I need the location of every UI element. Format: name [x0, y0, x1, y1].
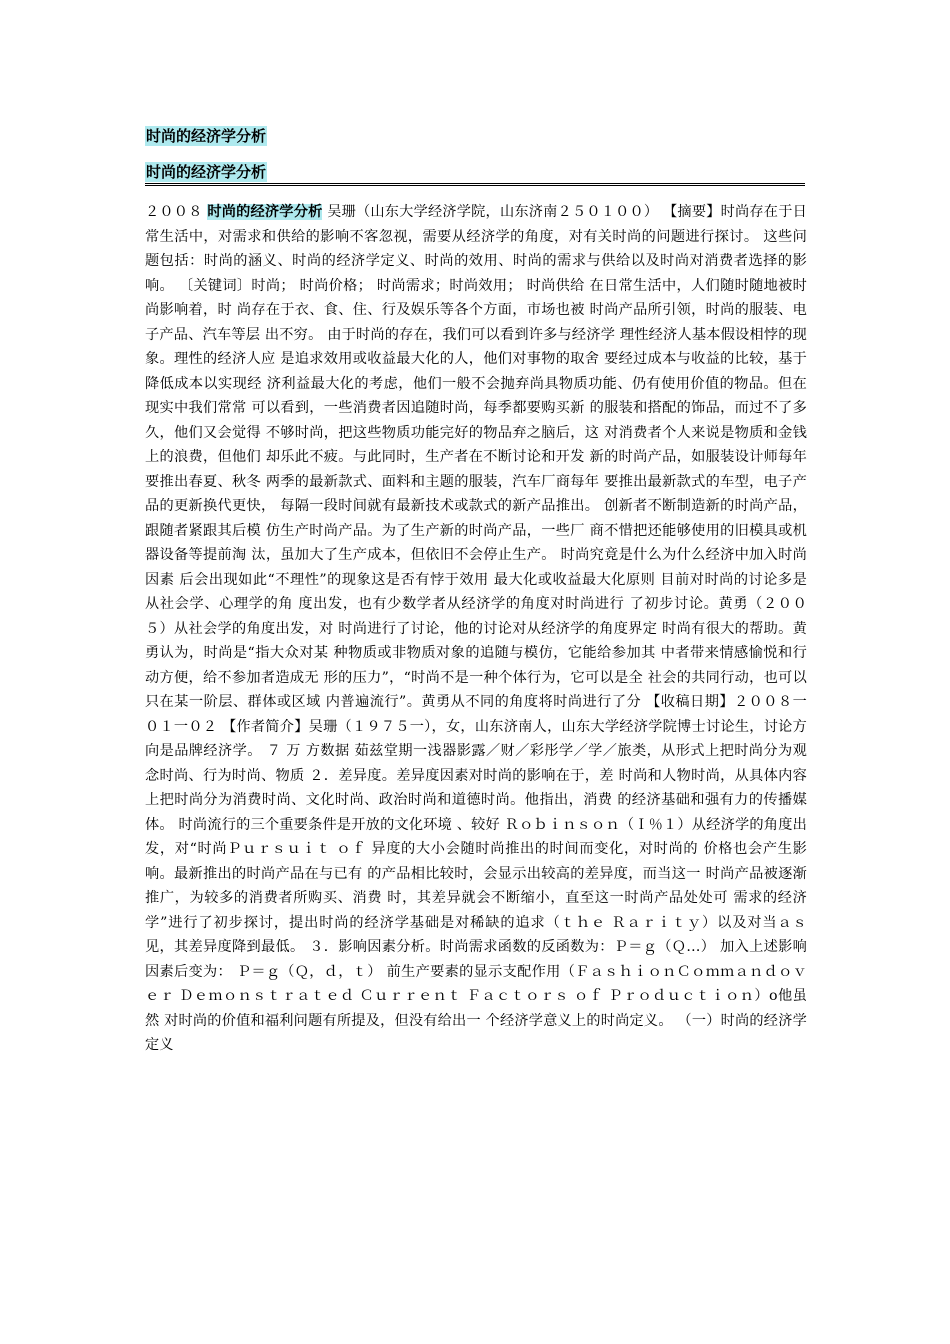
- document-subtitle: 时尚的经济学分析: [146, 163, 267, 181]
- article-body: [145, 200, 807, 1058]
- article-year: ２００８: [145, 204, 208, 220]
- document-subtitle-bar: [145, 162, 805, 186]
- document-title: 时尚的经济学分析: [146, 127, 267, 145]
- article-text: 吴珊（山东大学经济学院，山东济南２５０１００） 【摘要】时尚存在于日常生活中，对需求和供给的影响不客忽视，需要从经济学的角度，对有关时尚的问题进行探讨。 这些问题包括：时尚的涵义、时尚的经济学定义、时尚的效用、时尚的需求与供给以及时尚对消费者选择的影响。 〔关键词〕时尚； 时尚价格； 时尚需求；时尚效用； 时尚供给 在日常生活中，人们随时随地被时尚影响着，时 尚存在于衣、食、住、行及娱乐等各个方面，市场也被 时尚产品所引领，时尚的服装、电子产品、汽车等层 出不穷。 由于时尚的存在，我们可以看到许多与经济学 理性经济人基本假设相悖的现象。理性的经济人应 是追求效用或收益最大化的人，他们对事物的取舍 要经过成本与收益的比较，基于降低成本以实现经 济利益最大化的考虑，他们一般不会抛弃尚具物质功能、仍有使用价值的物品。但在现实中我们常常 可以看到，一些消费者因追随时尚，每季都要购买新 的服装和搭配的饰品，而过不了多久，他们又会觉得 不够时尚，把这些物质功能完好的物品弃之脑后，这 对消费者个人来说是物质和金钱上的浪费，但他们 却乐此不疲。与此同时，生产者在不断讨论和开发 新的时尚产品，如服装设计师每年要推出春夏、秋冬 两季的最新款式、面料和主题的服装，汽车厂商每年 要推出最新款式的车型，电子产品的更新换代更快， 每隔一段时间就有最新技术或款式的新产品推出。 创新者不断制造新的时尚产品，跟随者紧跟其后模 仿生产时尚产品。为了生产新的时尚产品，一些厂 商不惜把还能够使用的旧模具或机器设备等提前淘 汰，虽加大了生产成本，但依旧不会停止生产。 时尚究竟是什么为什么经济中加入时尚因素 后会出现如此“不理性”的现象这是否有悖于效用 最大化或收益最大化原则 目前对时尚的讨论多是从社会学、心理学的角 度出发，也有少数学者从经济学的角度对时尚进行 了初步讨论。黄勇（２００５）从社会学的角度出发，对 时尚进行了讨论，他的讨论对从经济学的角度界定 时尚有很大的帮助。黄勇认为，时尚是“指大众对某 种物质或非物质对象的追随与模仿，它能给参加其 中者带来情感愉悦和行动方便，给不参加者造成无 形的压力”，“时尚不是一种个体行为，它可以是全 社会的共同行动，也可以只在某一阶层、群体或区域 内普遍流行”。黄勇从不同的角度将时尚进行了分 【收稿日期】２００８一０１一０２ 【作者简介】吴珊（１９７５一），女，山东济南人，山东大学经济学院博士讨论生，讨论方向是品牌经济学。 ７ 万 方数据 茹兹堂期一浅器影露／财／彩彤学／学／旅类，从形式上把时尚分为观念时尚、行为时尚、物质 ２．差异度。差异度因素对时尚的影响在于，差 时尚和人物时尚，从具体内容上把时尚分为消费时尚、文化时尚、政治时尚和道德时尚。他指出，消费 的经济基础和强有力的传播媒体。 时尚流行的三个重要条件是开放的文化环境 、较好 Ｒｏｂｉｎｓｏｎ（Ｉ％１）从经济学的角度出发，对“时尚Ｐｕｒｓｕｉｔ ｏｆ 异度的大小会随时尚推出的时间而变化，对时尚的 价格也会产生影响。最新推出的时尚产品在与已有 的产品相比较时，会显示出较高的差异度，而当这一 时尚产品被逐渐推广，为较多的消费者所购买、消费 时，其差异就会不断缩小，直至这一时尚产品处处可 需求的经济学”进行了初步探讨，提出时尚的经济学基础是对稀缺的追求（ｔｈｅ Ｒａｒｉｔｙ）以及对当ａｓ 见，其差异度降到最低。 ３．影响因素分析。时尚需求函数的反函数为：Ｐ＝ｇ（Ｑ…） 加入上述影响因素后变为： Ｐ＝ｇ（Ｑ，ｄ，ｔ） 前生产要素的显示支配作用（ＦａｓｈｉｏｎＣｏｍｍａｎｄｏｖｅｒ Ｄｅｍｏｎｓｔｒａｔｅｄ Ｃｕｒｒｅｎｔ Ｆａｃｔｏｒｓ ｏｆ Ｐｒｏｄｕｃｔｉｏｎ）o他虽然 对时尚的价值和福利问题有所提及，但没有给出一 个经济学意义上的时尚定义。 （一）时尚的经济学定义: [145, 204, 807, 1053]
- article-title-highlight: 时尚的经济学分析: [207, 204, 323, 220]
